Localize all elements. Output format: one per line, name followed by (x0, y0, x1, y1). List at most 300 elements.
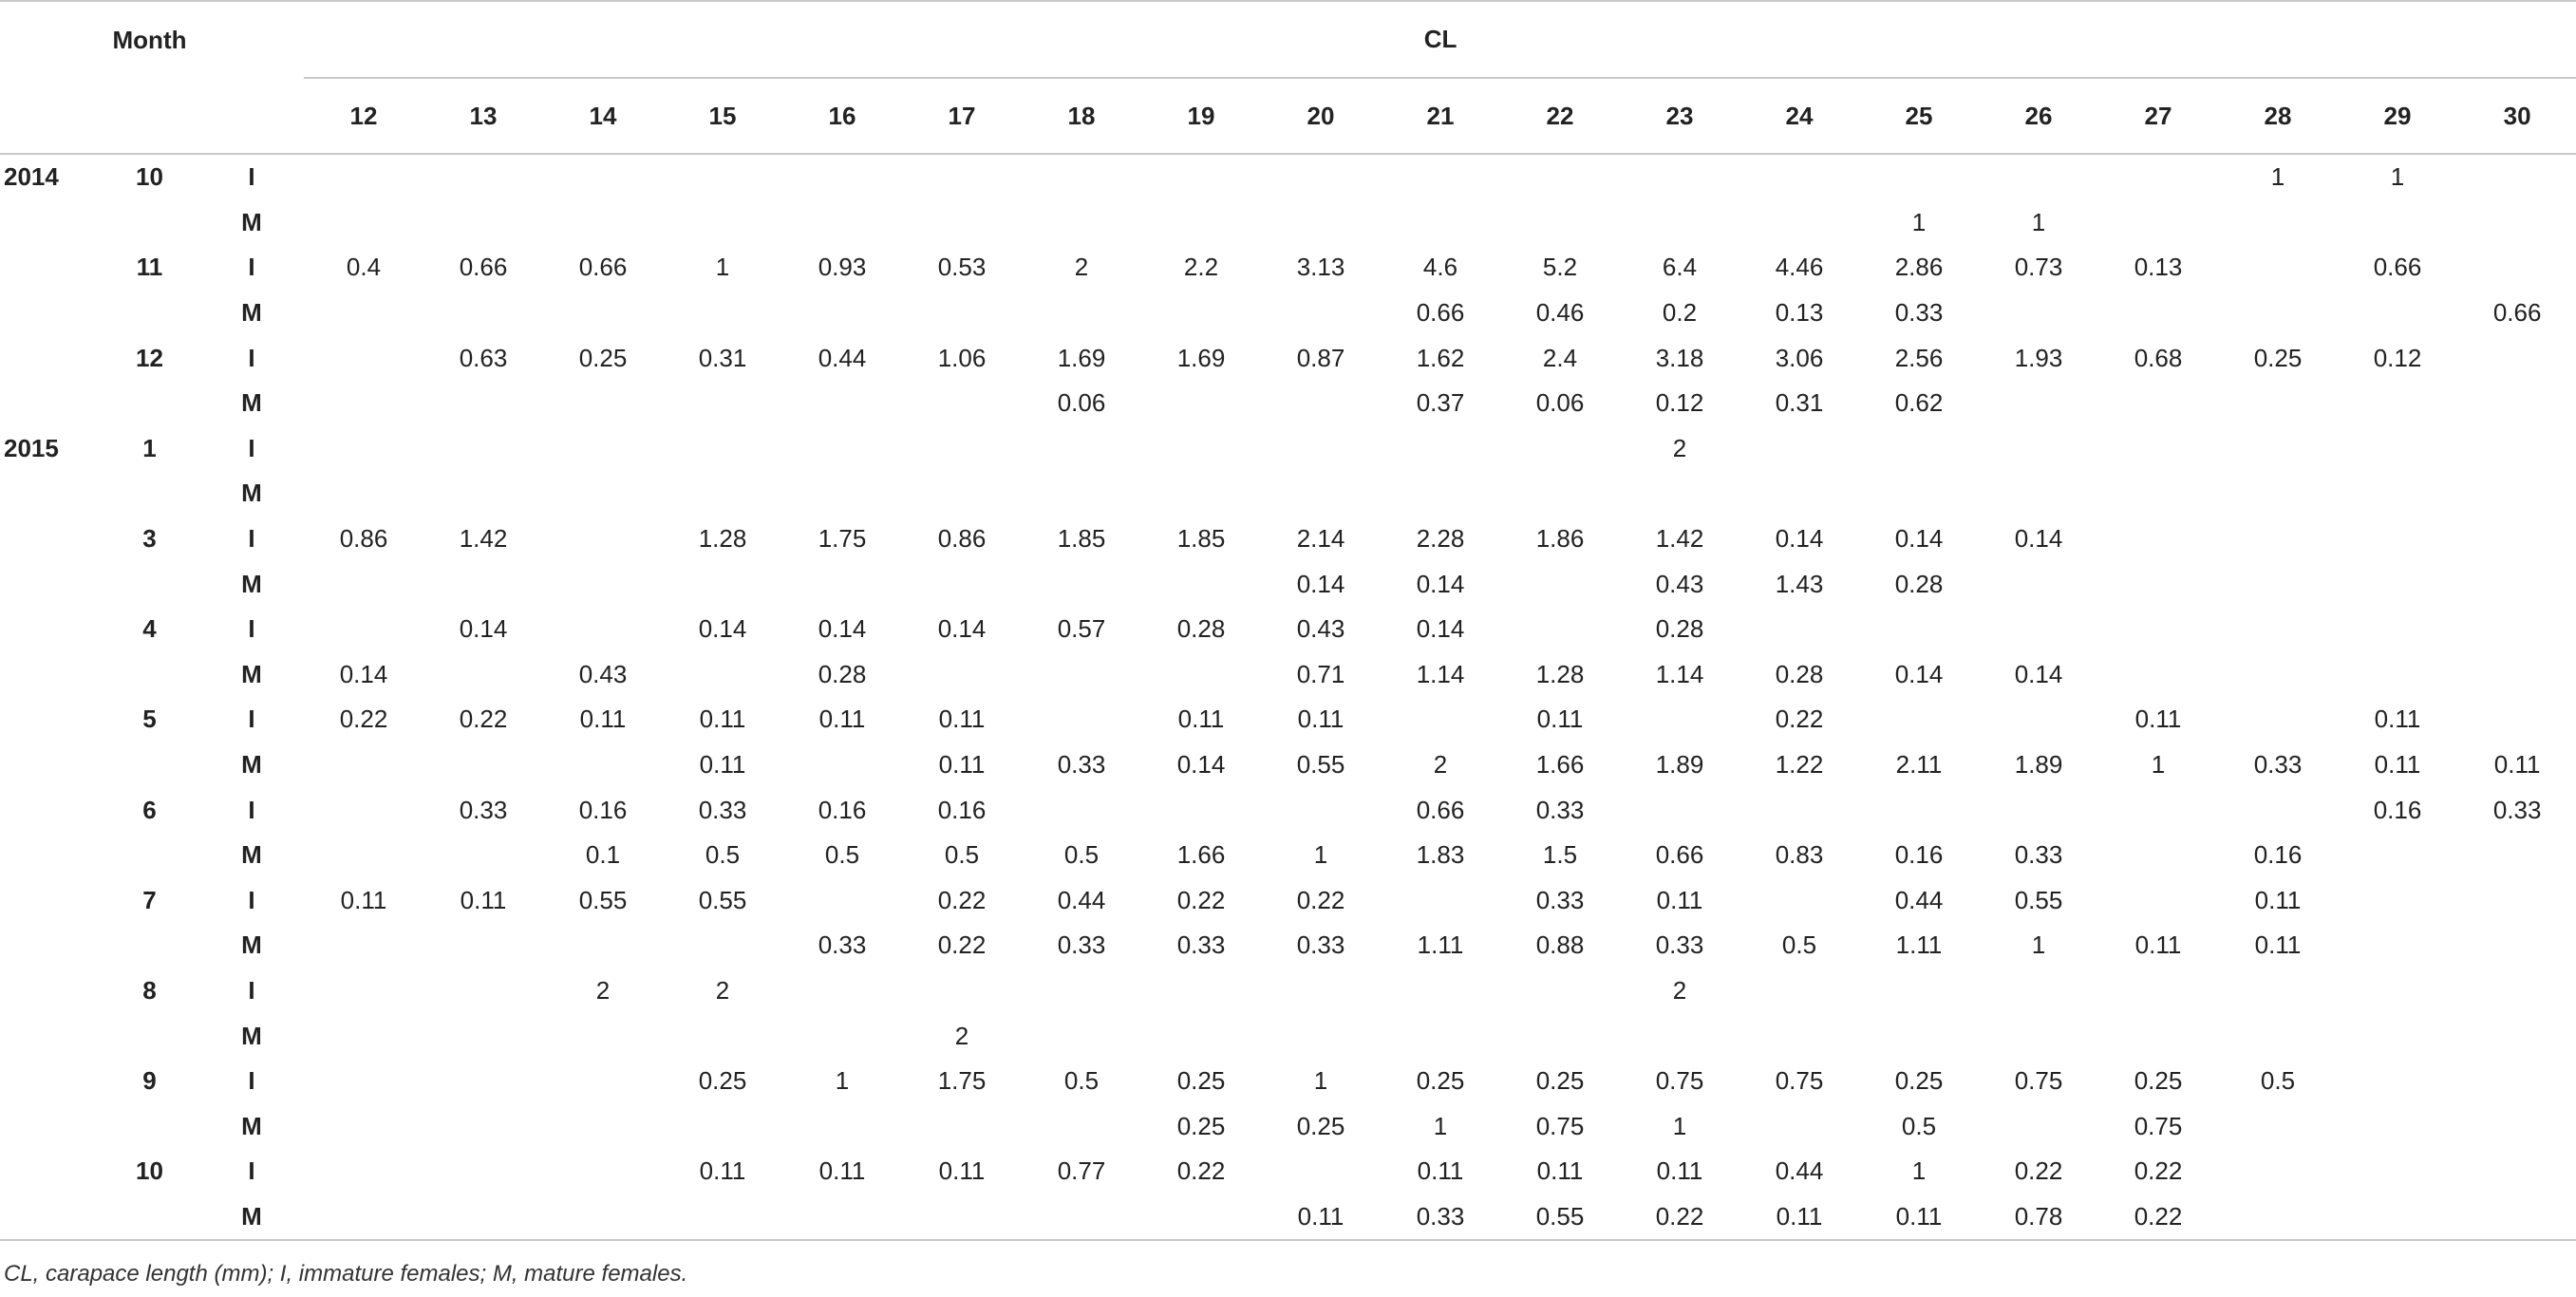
value-cell: 1.66 (1176, 840, 1226, 870)
value-cell (2338, 652, 2457, 698)
value-cell (2457, 517, 2576, 562)
value-cell (2457, 381, 2576, 426)
value-cell (1620, 154, 1739, 200)
value-cell: 0.11 (579, 705, 627, 734)
value-cell (782, 1103, 902, 1149)
value-cell (2338, 471, 2457, 517)
value-cell (543, 471, 663, 517)
value-cell: 0.11 (1177, 705, 1225, 734)
value-cell (1381, 200, 1500, 246)
value-cell (2218, 200, 2338, 246)
value-cell (902, 154, 1022, 200)
value-cell: 0.22 (937, 885, 987, 914)
value-cell: 1.83 (1416, 840, 1465, 870)
table-row (0, 517, 2576, 562)
value-cell: 0.06 (1057, 388, 1106, 418)
value-cell (543, 381, 663, 426)
value-cell: 1.14 (1416, 659, 1465, 688)
value-cell (2218, 471, 2338, 517)
value-cell (1739, 154, 1859, 200)
value-cell: 1.69 (1057, 343, 1106, 372)
value-cell (1141, 787, 1261, 833)
value-cell (304, 607, 423, 652)
value-cell: 1 (1911, 1156, 1927, 1186)
value-cell (2457, 200, 2576, 246)
value-cell: 0.11 (1656, 1156, 1703, 1186)
value-cell (1261, 471, 1381, 517)
year-cell (0, 652, 100, 698)
value-cell: 1.11 (1417, 930, 1464, 960)
value-cell (1979, 381, 2098, 426)
stage-cell: I (248, 343, 255, 372)
value-cell: 0.66 (459, 253, 508, 282)
value-cell: 1 (1313, 840, 1328, 870)
value-cell (2218, 1194, 2338, 1241)
year-cell (0, 561, 100, 607)
value-cell: 1 (1433, 1111, 1448, 1140)
value-cell (663, 923, 782, 968)
value-cell (1979, 607, 2098, 652)
value-cell: 0.22 (339, 705, 388, 734)
value-cell: 0.22 (1176, 1156, 1226, 1186)
year-cell (0, 1013, 100, 1059)
value-cell (1381, 471, 1500, 517)
value-cell (1261, 968, 1381, 1014)
value-cell (1381, 878, 1500, 924)
value-cell (1500, 471, 1620, 517)
value-cell (782, 561, 902, 607)
month-cell (100, 1103, 199, 1149)
value-cell: 6.4 (1662, 253, 1698, 282)
month-cell: 3 (142, 524, 157, 554)
value-cell (1739, 607, 1859, 652)
value-cell (1022, 1194, 1141, 1241)
value-cell (1022, 1103, 1141, 1149)
value-cell (2338, 1103, 2457, 1149)
value-cell (782, 1194, 902, 1241)
value-cell (304, 561, 423, 607)
value-cell (304, 335, 423, 381)
stage-cell: I (248, 162, 255, 192)
value-cell: 0.11 (1739, 1194, 1859, 1241)
table-row (0, 381, 2576, 426)
value-cell (423, 561, 543, 607)
value-cell (2457, 968, 2576, 1014)
value-cell: 0.57 (1057, 614, 1106, 644)
value-cell: 0.16 (578, 795, 628, 824)
value-cell (663, 1103, 782, 1149)
value-cell: 0.75 (1655, 1066, 1704, 1096)
value-cell: 3.13 (1296, 253, 1345, 282)
value-cell (1141, 968, 1261, 1014)
value-cell (2098, 291, 2218, 336)
value-cell (2218, 561, 2338, 607)
value-cell: 0.75 (2134, 1111, 2183, 1140)
value-cell: 0.78 (1979, 1194, 2098, 1241)
value-cell: 1 (2270, 162, 2285, 192)
month-cell (100, 652, 199, 698)
cl-column-header: 13 (423, 78, 543, 154)
value-cell: 0.66 (2492, 298, 2542, 328)
value-cell: 0.11 (699, 1156, 746, 1186)
value-cell (2098, 426, 2218, 472)
value-cell: 3.18 (1655, 343, 1704, 372)
value-cell (902, 291, 1022, 336)
value-cell: 0.11 (1656, 885, 1703, 914)
value-cell: 0.28 (1775, 659, 1824, 688)
value-cell (423, 1103, 543, 1149)
value-cell (2457, 561, 2576, 607)
value-cell (1381, 1013, 1500, 1059)
year-cell: 2015 (4, 433, 59, 462)
value-cell: 0.66 (1416, 795, 1465, 824)
value-cell: 1.11 (1895, 930, 1943, 960)
value-cell (2218, 968, 2338, 1014)
value-cell (543, 1013, 663, 1059)
value-cell (2338, 426, 2457, 472)
value-cell: 0.33 (2014, 840, 2063, 870)
stage-cell: I (248, 524, 255, 554)
stage-cell: M (241, 1021, 262, 1050)
value-cell: 2 (715, 975, 730, 1005)
value-cell: 0.11 (2134, 930, 2182, 960)
value-cell (423, 652, 543, 698)
cl-group-header: CL (304, 1, 2576, 78)
value-cell (1141, 1013, 1261, 1059)
value-cell: 1.62 (1416, 343, 1465, 372)
value-cell (1381, 154, 1500, 200)
month-header: Month (100, 1, 199, 78)
value-cell: 0.31 (1775, 388, 1824, 418)
value-cell (2457, 154, 2576, 200)
value-cell (543, 517, 663, 562)
value-cell (902, 381, 1022, 426)
value-cell: 0.14 (1296, 569, 1345, 598)
value-cell: 1.43 (1775, 569, 1824, 598)
value-cell (1620, 200, 1739, 246)
month-cell: 4 (142, 614, 157, 644)
value-cell (423, 1149, 543, 1194)
value-cell (423, 1059, 543, 1104)
value-cell: 0.11 (2493, 750, 2541, 780)
value-cell (304, 1013, 423, 1059)
value-cell: 0.14 (937, 614, 987, 644)
value-cell: 0.14 (1775, 524, 1824, 554)
year-cell (0, 833, 100, 878)
value-cell (1381, 968, 1500, 1014)
value-cell: 1 (2151, 750, 2166, 780)
value-cell (2457, 1103, 2576, 1149)
table-row (0, 200, 2576, 246)
value-cell (1979, 1013, 2098, 1059)
table-row (0, 833, 2576, 878)
value-cell (1500, 200, 1620, 246)
value-cell (2098, 1013, 2218, 1059)
value-cell: 0.75 (1775, 1066, 1824, 1096)
value-cell (2457, 335, 2576, 381)
cl-column-header: 19 (1141, 78, 1261, 154)
table-row (0, 335, 2576, 381)
value-cell: 0.25 (1894, 1066, 1944, 1096)
value-cell (2338, 923, 2457, 968)
value-cell: 0.16 (818, 795, 867, 824)
value-cell: 0.22 (2134, 1156, 2183, 1186)
value-cell (423, 426, 543, 472)
value-cell: 0.33 (1894, 298, 1944, 328)
value-cell: 1.14 (1655, 659, 1704, 688)
value-cell (2338, 517, 2457, 562)
value-cell: 3.06 (1775, 343, 1824, 372)
stage-cell: M (241, 479, 262, 508)
value-cell: 2 (1672, 975, 1687, 1005)
value-cell (543, 291, 663, 336)
value-cell: 1.42 (459, 524, 508, 554)
value-cell: 0.16 (2253, 840, 2303, 870)
value-cell (1739, 878, 1859, 924)
table-row (0, 245, 2576, 291)
value-cell (663, 1013, 782, 1059)
value-cell: 2.2 (1183, 253, 1219, 282)
value-cell (2457, 697, 2576, 742)
value-cell (304, 742, 423, 788)
value-cell (1859, 1013, 1979, 1059)
value-cell (663, 1194, 782, 1241)
value-cell (1859, 697, 1979, 742)
value-cell: 0.86 (937, 524, 987, 554)
value-cell (782, 878, 902, 924)
stage-header-cell (199, 1, 304, 78)
value-cell (543, 426, 663, 472)
month-cell (100, 833, 199, 878)
value-cell: 0.68 (2134, 343, 2183, 372)
value-cell (902, 1103, 1022, 1149)
value-cell: 0.22 (937, 930, 987, 960)
value-cell: 0.33 (1535, 885, 1585, 914)
value-cell (2338, 1149, 2457, 1194)
value-cell: 2.11 (1895, 750, 1943, 780)
value-cell: 1 (835, 1066, 850, 1096)
value-cell (2457, 607, 2576, 652)
value-cell: 1 (715, 253, 730, 282)
table-row (0, 561, 2576, 607)
value-cell (543, 742, 663, 788)
table-row (0, 742, 2576, 788)
value-cell (1261, 291, 1381, 336)
stage-cell: M (241, 1111, 262, 1140)
value-cell: 0.71 (1296, 659, 1345, 688)
value-cell: 1.66 (1535, 750, 1585, 780)
value-cell (543, 200, 663, 246)
year-cell (0, 697, 100, 742)
value-cell: 0.25 (578, 343, 628, 372)
month-cell (100, 923, 199, 968)
value-cell: 0.28 (1894, 569, 1944, 598)
cl-column-header: 15 (663, 78, 782, 154)
value-cell: 0.33 (1381, 1194, 1500, 1241)
value-cell (663, 154, 782, 200)
year-cell (0, 1194, 100, 1241)
value-cell (2218, 291, 2338, 336)
value-cell (1022, 787, 1141, 833)
month-cell: 1 (142, 433, 157, 462)
month-cell: 12 (136, 343, 163, 372)
value-cell: 1 (2390, 162, 2405, 192)
value-cell: 0.25 (1176, 1111, 1226, 1140)
month-cell (100, 561, 199, 607)
value-cell: 1.85 (1057, 524, 1106, 554)
value-cell (2218, 517, 2338, 562)
table-row (0, 1149, 2576, 1194)
value-cell: 0.12 (2373, 343, 2422, 372)
value-cell: 0.11 (699, 750, 746, 780)
value-cell: 0.33 (1296, 930, 1345, 960)
value-cell (1859, 471, 1979, 517)
value-cell (1979, 1103, 2098, 1149)
value-cell: 2.14 (1296, 524, 1345, 554)
value-cell (1859, 968, 1979, 1014)
value-cell: 0.33 (1655, 930, 1704, 960)
value-cell: 0.12 (1655, 388, 1704, 418)
cl-column-header: 24 (1739, 78, 1859, 154)
value-cell: 0.22 (459, 705, 508, 734)
value-cell: 0.11 (2134, 705, 2182, 734)
value-cell (2098, 968, 2218, 1014)
year-cell (0, 1059, 100, 1104)
value-cell: 2.4 (1542, 343, 1578, 372)
value-cell (304, 787, 423, 833)
value-cell: 0.22 (2098, 1194, 2218, 1241)
value-cell (2098, 471, 2218, 517)
value-cell: 1.93 (2014, 343, 2063, 372)
value-cell (423, 833, 543, 878)
value-cell (543, 1194, 663, 1241)
value-cell (2098, 607, 2218, 652)
value-cell: 0.11 (1536, 1156, 1584, 1186)
value-cell: 0.14 (698, 614, 747, 644)
table-row (0, 607, 2576, 652)
cl-column-header: 20 (1261, 78, 1381, 154)
value-cell: 0.43 (578, 659, 628, 688)
value-cell: 0.14 (459, 614, 508, 644)
value-cell (1979, 154, 2098, 200)
value-cell (663, 561, 782, 607)
value-cell: 0.16 (1894, 840, 1944, 870)
value-cell (2098, 787, 2218, 833)
cl-column-header: 25 (1859, 78, 1979, 154)
value-cell (543, 923, 663, 968)
value-cell: 0.11 (818, 1156, 866, 1186)
value-cell: 0.31 (698, 343, 747, 372)
value-cell (1022, 652, 1141, 698)
value-cell: 1.75 (937, 1066, 987, 1096)
year-cell (0, 1103, 100, 1149)
value-cell: 0.62 (1894, 388, 1944, 418)
value-cell (1500, 968, 1620, 1014)
value-cell (1141, 426, 1261, 472)
value-cell (423, 1194, 543, 1241)
value-cell (423, 1013, 543, 1059)
value-cell (2218, 381, 2338, 426)
value-cell: 0.2 (1662, 298, 1698, 328)
value-cell (902, 968, 1022, 1014)
value-cell (1979, 291, 2098, 336)
value-cell (1979, 471, 2098, 517)
cl-column-header: 28 (2218, 78, 2338, 154)
table-row (0, 1103, 2576, 1149)
value-cell (1739, 200, 1859, 246)
table-row (0, 923, 2576, 968)
stage-cell: M (241, 930, 262, 960)
value-cell: 0.28 (1176, 614, 1226, 644)
value-cell (782, 1013, 902, 1059)
value-cell (1141, 291, 1261, 336)
value-cell: 0.22 (1176, 885, 1226, 914)
year-cell (0, 245, 100, 291)
value-cell (1739, 787, 1859, 833)
value-cell: 0.33 (1535, 795, 1585, 824)
value-cell (2457, 923, 2576, 968)
month-cell: 11 (136, 253, 163, 282)
value-cell: 0.66 (1416, 298, 1465, 328)
value-cell: 0.33 (698, 795, 747, 824)
value-cell: 0.33 (1176, 930, 1226, 960)
value-cell: 0.33 (1057, 750, 1106, 780)
value-cell: 0.55 (698, 885, 747, 914)
value-cell: 0.75 (2014, 1066, 2063, 1096)
value-cell: 0.11 (938, 750, 986, 780)
value-cell: 0.11 (1536, 705, 1584, 734)
value-cell (1022, 291, 1141, 336)
year-cell (0, 742, 100, 788)
year-cell (0, 968, 100, 1014)
value-cell (1739, 968, 1859, 1014)
year-cell (0, 878, 100, 924)
value-cell: 4.46 (1775, 253, 1824, 282)
value-cell: 0.5 (1901, 1111, 1937, 1140)
table-row (0, 471, 2576, 517)
value-cell (782, 381, 902, 426)
value-cell (2098, 517, 2218, 562)
value-cell (902, 652, 1022, 698)
value-cell: 1.86 (1535, 524, 1585, 554)
stage-cell: I (248, 975, 255, 1005)
value-cell: 1.85 (1176, 524, 1226, 554)
value-cell: 0.88 (1535, 930, 1585, 960)
value-cell (304, 1103, 423, 1149)
value-cell (782, 742, 902, 788)
year-cell (0, 923, 100, 968)
cl-column-header: 26 (1979, 78, 2098, 154)
month-cell (100, 291, 199, 336)
value-cell (304, 200, 423, 246)
value-cell (1022, 968, 1141, 1014)
stage-cell: M (241, 750, 262, 780)
value-cell: 0.55 (1296, 750, 1345, 780)
table-row (0, 968, 2576, 1014)
value-cell: 0.11 (340, 885, 387, 914)
value-cell: 0.11 (2254, 930, 2302, 960)
value-cell (1381, 697, 1500, 742)
value-cell (304, 154, 423, 200)
year-cell (0, 291, 100, 336)
stage-cell: I (248, 1066, 255, 1096)
value-cell (304, 1059, 423, 1104)
value-cell: 0.22 (1296, 885, 1345, 914)
value-cell (1141, 652, 1261, 698)
value-cell: 0.83 (1775, 840, 1824, 870)
year-cell (0, 1149, 100, 1194)
value-cell: 0.25 (1416, 1066, 1465, 1096)
